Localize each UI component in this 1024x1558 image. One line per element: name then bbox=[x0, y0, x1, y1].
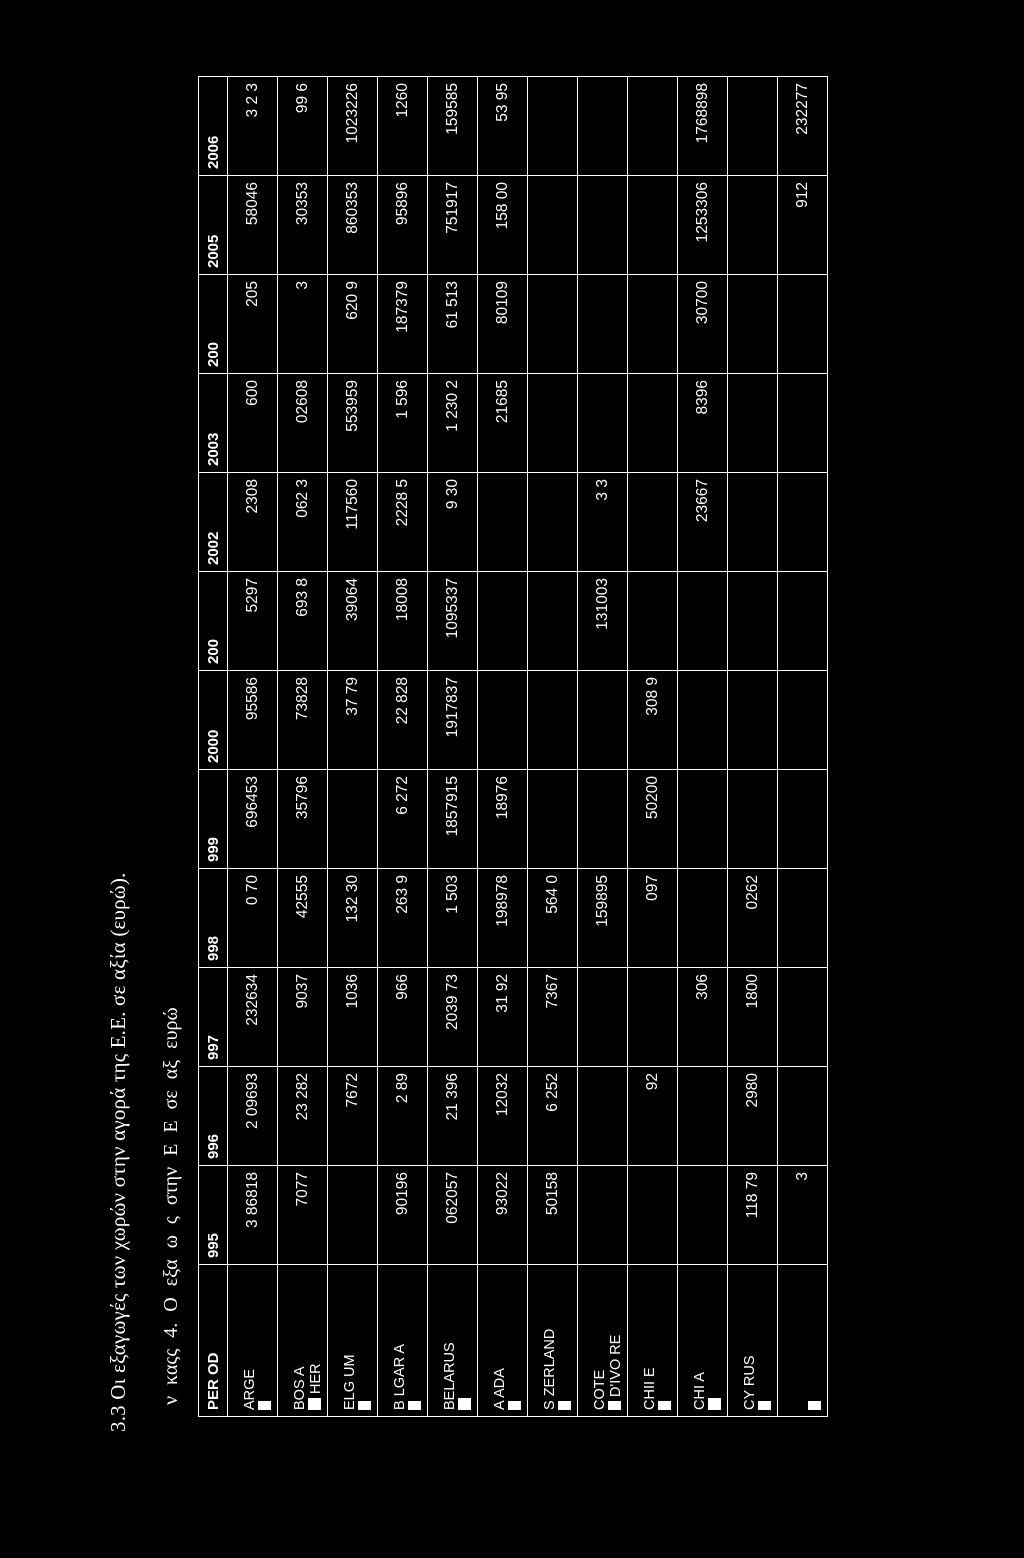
country-name-line: CHII E bbox=[642, 1367, 658, 1410]
exports-table bbox=[198, 76, 828, 1417]
column-header: 995 bbox=[199, 1166, 228, 1265]
value-cell bbox=[728, 671, 778, 770]
value-cell bbox=[528, 176, 578, 275]
value-cell: 3 bbox=[778, 1166, 828, 1265]
value-cell: 9 30 bbox=[428, 473, 478, 572]
table-row bbox=[378, 77, 428, 1417]
value-cell bbox=[728, 473, 778, 572]
table-row bbox=[228, 77, 278, 1417]
value-cell: 92 bbox=[628, 1067, 678, 1166]
country-name-line: ELG UM bbox=[342, 1354, 358, 1410]
value-cell: 21 396 bbox=[428, 1067, 478, 1166]
value-cell bbox=[728, 572, 778, 671]
value-cell bbox=[778, 968, 828, 1067]
value-cell: 062 3 bbox=[278, 473, 328, 572]
value-cell bbox=[628, 473, 678, 572]
country-name-line: BOS A bbox=[292, 1366, 308, 1410]
value-cell bbox=[628, 77, 678, 176]
value-cell bbox=[728, 275, 778, 374]
value-cell bbox=[728, 77, 778, 176]
table-row bbox=[478, 77, 528, 1417]
column-header: 2002 bbox=[199, 473, 228, 572]
value-cell: 2 09693 bbox=[228, 1067, 278, 1166]
value-cell: 50200 bbox=[628, 770, 678, 869]
flag-icon bbox=[608, 1401, 621, 1410]
value-cell: 3 2 3 bbox=[228, 77, 278, 176]
value-cell: 61 513 bbox=[428, 275, 478, 374]
value-cell: 131003 bbox=[578, 572, 628, 671]
value-cell: 1857915 bbox=[428, 770, 478, 869]
value-cell: 80109 bbox=[478, 275, 528, 374]
value-cell: 23 282 bbox=[278, 1067, 328, 1166]
value-cell: 53 95 bbox=[478, 77, 528, 176]
country-name-line-2 bbox=[458, 1271, 474, 1410]
value-cell bbox=[778, 770, 828, 869]
country-name-line-2 bbox=[508, 1271, 524, 1410]
value-cell bbox=[328, 770, 378, 869]
country-name-line: A ADA bbox=[492, 1368, 508, 1410]
table-row bbox=[678, 77, 728, 1417]
value-cell: 2308 bbox=[228, 473, 278, 572]
value-cell bbox=[528, 473, 578, 572]
value-cell: 205 bbox=[228, 275, 278, 374]
value-cell: 097 bbox=[628, 869, 678, 968]
country-cell bbox=[328, 1265, 378, 1417]
value-cell: 8396 bbox=[678, 374, 728, 473]
value-cell: 1 230 2 bbox=[428, 374, 478, 473]
value-cell: 1253306 bbox=[678, 176, 728, 275]
exports-table-container bbox=[198, 77, 811, 1417]
value-cell: 263 9 bbox=[378, 869, 428, 968]
value-cell: 159895 bbox=[578, 869, 628, 968]
value-cell bbox=[678, 869, 728, 968]
value-cell: 132 30 bbox=[328, 869, 378, 968]
value-cell bbox=[578, 968, 628, 1067]
value-cell: 600 bbox=[228, 374, 278, 473]
value-cell bbox=[328, 1166, 378, 1265]
country-cell bbox=[478, 1265, 528, 1417]
value-cell bbox=[578, 1067, 628, 1166]
value-cell: 693 8 bbox=[278, 572, 328, 671]
value-cell: 95896 bbox=[378, 176, 428, 275]
value-cell: 99 6 bbox=[278, 77, 328, 176]
flag-icon bbox=[758, 1401, 771, 1410]
value-cell: 6 252 bbox=[528, 1067, 578, 1166]
value-cell bbox=[778, 1067, 828, 1166]
value-cell: 308 9 bbox=[628, 671, 678, 770]
column-header: 2000 bbox=[199, 671, 228, 770]
value-cell: 117560 bbox=[328, 473, 378, 572]
country-name-line-2 bbox=[758, 1271, 774, 1410]
table-row bbox=[278, 77, 328, 1417]
column-header: 998 bbox=[199, 869, 228, 968]
column-header: 2005 bbox=[199, 176, 228, 275]
value-cell bbox=[778, 275, 828, 374]
value-cell: 1768898 bbox=[678, 77, 728, 176]
column-header: 2006 bbox=[199, 77, 228, 176]
value-cell: 95586 bbox=[228, 671, 278, 770]
flag-icon bbox=[708, 1398, 721, 1410]
country-name-line-2 bbox=[658, 1271, 674, 1410]
value-cell bbox=[478, 671, 528, 770]
country-name-line-2 bbox=[808, 1271, 824, 1410]
value-cell bbox=[778, 473, 828, 572]
value-cell bbox=[628, 572, 678, 671]
value-cell: 1917837 bbox=[428, 671, 478, 770]
value-cell: 90196 bbox=[378, 1166, 428, 1265]
table-header-row bbox=[199, 77, 228, 1417]
column-header: 999 bbox=[199, 770, 228, 869]
value-cell bbox=[778, 869, 828, 968]
country-cell bbox=[378, 1265, 428, 1417]
value-cell bbox=[728, 770, 778, 869]
value-cell: 860353 bbox=[328, 176, 378, 275]
value-cell bbox=[578, 1166, 628, 1265]
value-cell bbox=[528, 77, 578, 176]
value-cell: 22 828 bbox=[378, 671, 428, 770]
value-cell: 553959 bbox=[328, 374, 378, 473]
country-name-line-2 bbox=[358, 1271, 374, 1410]
value-cell: 1 596 bbox=[378, 374, 428, 473]
value-cell bbox=[678, 1166, 728, 1265]
value-cell: 062057 bbox=[428, 1166, 478, 1265]
flag-icon bbox=[658, 1401, 671, 1410]
flag-icon bbox=[358, 1401, 371, 1410]
value-cell: 2980 bbox=[728, 1067, 778, 1166]
value-cell bbox=[628, 968, 678, 1067]
value-cell: 5297 bbox=[228, 572, 278, 671]
value-cell: 23667 bbox=[678, 473, 728, 572]
value-cell: 696453 bbox=[228, 770, 278, 869]
country-cell bbox=[528, 1265, 578, 1417]
country-name-line: COTE bbox=[592, 1369, 608, 1410]
value-cell: 2039 73 bbox=[428, 968, 478, 1067]
value-cell: 1023226 bbox=[328, 77, 378, 176]
flag-icon bbox=[258, 1401, 271, 1410]
value-cell: 198978 bbox=[478, 869, 528, 968]
value-cell: 58046 bbox=[228, 176, 278, 275]
country-cell bbox=[728, 1265, 778, 1417]
value-cell: 02608 bbox=[278, 374, 328, 473]
flag-icon bbox=[558, 1401, 571, 1410]
country-cell bbox=[428, 1265, 478, 1417]
value-cell: 1260 bbox=[378, 77, 428, 176]
table-row bbox=[578, 77, 628, 1417]
value-cell: 30700 bbox=[678, 275, 728, 374]
value-cell: 35796 bbox=[278, 770, 328, 869]
value-cell bbox=[728, 374, 778, 473]
table-row bbox=[328, 77, 378, 1417]
country-name-line-2 bbox=[258, 1271, 274, 1410]
value-cell: 187379 bbox=[378, 275, 428, 374]
value-cell: 30353 bbox=[278, 176, 328, 275]
value-cell bbox=[478, 473, 528, 572]
value-cell: 232634 bbox=[228, 968, 278, 1067]
value-cell: 0262 bbox=[728, 869, 778, 968]
value-cell: 3 3 bbox=[578, 473, 628, 572]
country-name-line: CHI A bbox=[692, 1372, 708, 1410]
value-cell bbox=[628, 275, 678, 374]
value-cell: 18976 bbox=[478, 770, 528, 869]
value-cell bbox=[528, 572, 578, 671]
country-name-line-2 bbox=[608, 1271, 624, 1410]
table-row bbox=[628, 77, 678, 1417]
value-cell bbox=[678, 770, 728, 869]
value-cell: 2228 5 bbox=[378, 473, 428, 572]
column-header: 997 bbox=[199, 968, 228, 1067]
column-header: 200 bbox=[199, 275, 228, 374]
value-cell: 42555 bbox=[278, 869, 328, 968]
value-cell bbox=[578, 374, 628, 473]
country-name-line: D'IVO RE bbox=[608, 1334, 624, 1397]
country-name-line-2 bbox=[308, 1271, 324, 1410]
country-cell bbox=[278, 1265, 328, 1417]
value-cell bbox=[578, 275, 628, 374]
value-cell bbox=[628, 374, 678, 473]
value-cell: 306 bbox=[678, 968, 728, 1067]
value-cell: 73828 bbox=[278, 671, 328, 770]
value-cell: 7077 bbox=[278, 1166, 328, 1265]
value-cell bbox=[578, 77, 628, 176]
table-row bbox=[728, 77, 778, 1417]
value-cell bbox=[578, 671, 628, 770]
value-cell: 118 79 bbox=[728, 1166, 778, 1265]
column-header: 200 bbox=[199, 572, 228, 671]
value-cell: 0 70 bbox=[228, 869, 278, 968]
column-header: 996 bbox=[199, 1067, 228, 1166]
value-cell: 3 86818 bbox=[228, 1166, 278, 1265]
table-caption: ν καςς 4. Ο εξα ω ς στην Ε Ε σε αξ ευρώ bbox=[160, 1007, 182, 1405]
value-cell bbox=[528, 770, 578, 869]
country-name-line: B LGAR A bbox=[392, 1343, 408, 1410]
value-cell bbox=[578, 770, 628, 869]
country-name-line-2 bbox=[558, 1271, 574, 1410]
value-cell: 158 00 bbox=[478, 176, 528, 275]
flag-icon bbox=[508, 1401, 521, 1410]
value-cell: 564 0 bbox=[528, 869, 578, 968]
country-name-line: HER bbox=[308, 1363, 324, 1394]
column-header: 2003 bbox=[199, 374, 228, 473]
country-cell bbox=[678, 1265, 728, 1417]
value-cell: 21685 bbox=[478, 374, 528, 473]
value-cell: 232277 bbox=[778, 77, 828, 176]
country-cell bbox=[228, 1265, 278, 1417]
value-cell: 37 79 bbox=[328, 671, 378, 770]
value-cell: 6 272 bbox=[378, 770, 428, 869]
value-cell: 1800 bbox=[728, 968, 778, 1067]
value-cell bbox=[778, 671, 828, 770]
country-name-line: ARGE bbox=[242, 1368, 258, 1410]
value-cell bbox=[528, 671, 578, 770]
value-cell bbox=[678, 572, 728, 671]
value-cell: 159585 bbox=[428, 77, 478, 176]
value-cell: 93022 bbox=[478, 1166, 528, 1265]
flag-icon bbox=[458, 1398, 471, 1410]
flag-icon bbox=[408, 1401, 421, 1410]
table-body bbox=[228, 77, 828, 1417]
value-cell bbox=[578, 176, 628, 275]
value-cell: 1036 bbox=[328, 968, 378, 1067]
value-cell: 18008 bbox=[378, 572, 428, 671]
value-cell bbox=[628, 1166, 678, 1265]
flag-icon bbox=[308, 1398, 321, 1410]
value-cell bbox=[628, 176, 678, 275]
value-cell: 39064 bbox=[328, 572, 378, 671]
value-cell: 31 92 bbox=[478, 968, 528, 1067]
value-cell: 12032 bbox=[478, 1067, 528, 1166]
value-cell: 9037 bbox=[278, 968, 328, 1067]
column-header-period: PER OD bbox=[199, 1265, 228, 1417]
flag-icon bbox=[808, 1401, 821, 1410]
value-cell: 50158 bbox=[528, 1166, 578, 1265]
value-cell: 2 89 bbox=[378, 1067, 428, 1166]
country-cell bbox=[578, 1265, 628, 1417]
value-cell bbox=[678, 1067, 728, 1166]
page-title: 3.3 Οι εξαγωγές των χωρών στην αγορά της Ε.Ε. σε αξία (ευρώ). bbox=[106, 872, 130, 1432]
value-cell bbox=[478, 572, 528, 671]
value-cell: 7672 bbox=[328, 1067, 378, 1166]
value-cell: 751917 bbox=[428, 176, 478, 275]
table-row bbox=[528, 77, 578, 1417]
value-cell bbox=[528, 374, 578, 473]
value-cell bbox=[778, 572, 828, 671]
country-name-line-2 bbox=[708, 1271, 724, 1410]
value-cell bbox=[528, 275, 578, 374]
country-cell bbox=[628, 1265, 678, 1417]
country-cell bbox=[778, 1265, 828, 1417]
value-cell bbox=[678, 671, 728, 770]
value-cell: 620 9 bbox=[328, 275, 378, 374]
value-cell: 1095337 bbox=[428, 572, 478, 671]
table-row bbox=[778, 77, 828, 1417]
value-cell: 912 bbox=[778, 176, 828, 275]
value-cell: 3 bbox=[278, 275, 328, 374]
country-name-line-2 bbox=[408, 1271, 424, 1410]
value-cell: 1 503 bbox=[428, 869, 478, 968]
country-name-line: CY RUS bbox=[742, 1355, 758, 1410]
value-cell: 7367 bbox=[528, 968, 578, 1067]
country-name-line: BELARUS bbox=[442, 1342, 458, 1410]
country-name-line: S ZERLAND bbox=[542, 1328, 558, 1410]
value-cell: 966 bbox=[378, 968, 428, 1067]
value-cell bbox=[728, 176, 778, 275]
value-cell bbox=[778, 374, 828, 473]
table-row bbox=[428, 77, 478, 1417]
